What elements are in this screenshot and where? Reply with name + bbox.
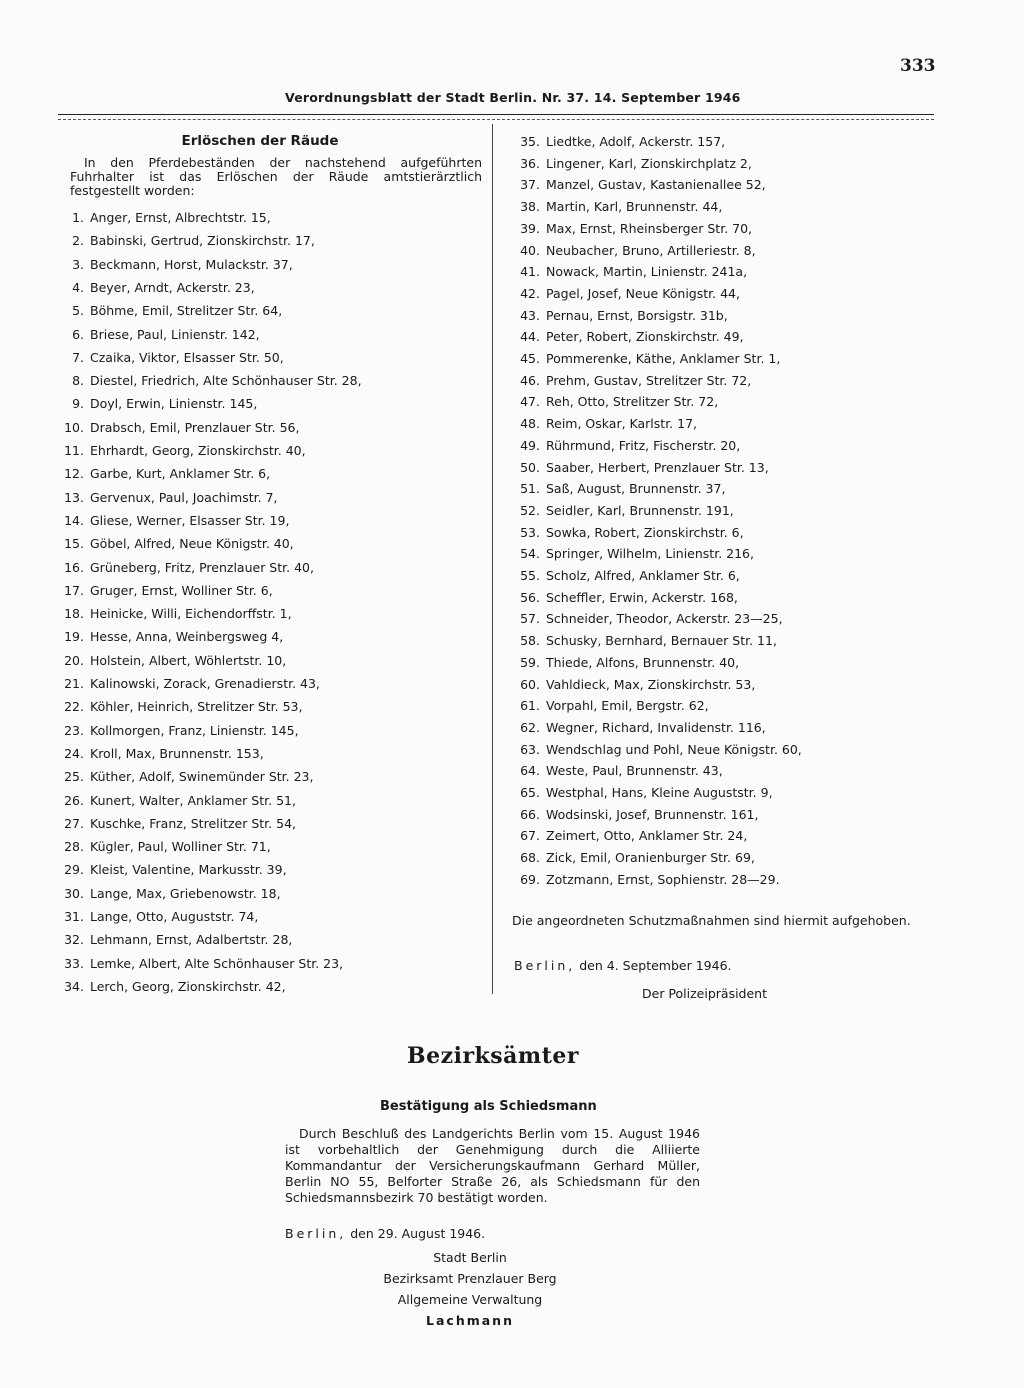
intro-paragraph: In den Pferdebeständen der nachstehend aufgeführten Fuhrhalter ist das Erlöschen der Räude amtstierärztlich festgestellt worden: [70,155,482,198]
list-item-number: 65. [520,785,540,800]
list-item-text: Springer, Wilhelm, Linienstr. 216, [546,546,754,562]
list-item-text: Sowka, Robert, Zionskirchstr. 6, [546,524,744,540]
list-item-number: 43. [520,307,540,323]
list-item-text: Kollmorgen, Franz, Linienstr. 145, [90,722,299,738]
list-item-number: 69. [520,871,540,887]
list-item-number: 30. [64,885,84,901]
list-item-number: 16. [64,559,84,575]
list-item-text: Böhme, Emil, Strelitzer Str. 64, [90,303,283,319]
bezirksaemter-body: Durch Beschluß des Landgerichts Berlin vom 15. August 1946 ist vorbehaltlich der Genehmigung durch die Alliierte Kommandantur der Versicherungskaufmann Gerhard Müller, Berlin NO 55, Belforter Straße 26, als Schiedsmann für den Schiedsmannsbezirk 70 bestätigt worden. [285,1126,700,1205]
list-item-text: Nowack, Martin, Linienstr. 241a, [546,264,748,280]
list-item-text: Scholz, Alfred, Anklamer Str. 6, [546,568,740,583]
list-item-text: Peter, Robert, Zionskirchstr. 49, [546,329,744,345]
bezirksaemter-dateline [285,1226,485,1241]
list-item-text: Saaber, Herbert, Prenzlauer Str. 13, [546,459,769,475]
list-item-text: Saß, August, Brunnenstr. 37, [546,481,726,497]
list-item-number: 5. [72,303,84,319]
list-item-text: Max, Ernst, Rheinsberger Str. 70, [546,220,753,236]
list-item-number: 55. [520,568,540,583]
list-item-number: 1. [72,210,84,225]
signature-line: Allgemeine Verwaltung [397,1292,543,1307]
list-item-text: Prehm, Gustav, Strelitzer Str. 72, [546,372,752,388]
list-item-text: Doyl, Erwin, Linienstr. 145, [90,396,258,412]
header-dashed-rule [58,119,934,120]
list-item-number: 33. [64,955,84,971]
list-item-number: 6. [72,326,84,342]
list-item-text: Küther, Adolf, Swinemünder Str. 23, [90,769,314,785]
list-item-text: Lange, Otto, Auguststr. 74, [90,909,259,924]
list-item-number: 19. [64,629,84,645]
list-item-number: 62. [520,719,540,735]
list-item-number: 24. [64,745,84,761]
running-header: Verordnungsblatt der Stadt Berlin. Nr. 37. 14. September 1946 [285,90,741,105]
list-item-number: 35. [520,134,540,149]
list-item-number: 53. [520,524,540,540]
signature-name: Lachmann [426,1313,514,1328]
list-item-text: Kalinowski, Zorack, Grenadierstr. 43, [90,676,320,691]
list-item-number: 20. [64,652,84,668]
list-item-text: Vahldieck, Max, Zionskirchstr. 53, [546,676,756,692]
list-item-number: 59. [520,654,540,670]
list-item-text: Diestel, Friedrich, Alte Schönhauser Str. 28, [90,373,362,389]
list-item-number: 14. [64,512,84,528]
list-item-number: 28. [64,839,84,855]
list-item-text: Czaika, Viktor, Elsasser Str. 50, [90,349,284,365]
list-item-number: 57. [520,611,540,627]
list-item-number: 10. [64,419,84,435]
list-item-text: Reh, Otto, Strelitzer Str. 72, [546,394,719,410]
list-item-text: Beckmann, Horst, Mulackstr. 37, [90,256,293,272]
list-item-number: 31. [64,909,84,924]
list-item-text: Wodsinski, Josef, Brunnenstr. 161, [546,806,759,822]
bezirksaemter-heading: Bezirksämter [407,1043,579,1069]
list-item-number: 21. [64,676,84,691]
list-item-number: 44. [520,329,540,345]
list-item-text: Reim, Oskar, Karlstr. 17, [546,416,698,432]
list-item-text: Lehmann, Ernst, Adalbertstr. 28, [90,932,293,948]
dateline [514,958,732,973]
list-item-text: Westphal, Hans, Kleine Auguststr. 9, [546,785,773,800]
list-item-number: 8. [72,373,84,389]
list-item-number: 63. [520,741,540,757]
list-item-text: Scheffler, Erwin, Ackerstr. 168, [546,589,738,605]
list-item-number: 39. [520,220,540,236]
list-item-number: 41. [520,264,540,280]
list-item-number: 49. [520,437,540,453]
list-item-number: 60. [520,676,540,692]
list-item-text: Vorpahl, Emil, Bergstr. 62, [546,698,709,714]
list-item-number: 26. [64,792,84,808]
list-item-text: Garbe, Kurt, Anklamer Str. 6, [90,466,271,482]
list-item-text: Göbel, Alfred, Neue Königstr. 40, [90,536,294,552]
list-item-number: 25. [64,769,84,785]
list-item-text: Pommerenke, Käthe, Anklamer Str. 1, [546,351,781,366]
list-item-number: 32. [64,932,84,948]
dateline-place: Berlin, [514,958,576,973]
list-item-number: 36. [520,155,540,171]
list-item-text: Gruger, Ernst, Wolliner Str. 6, [90,582,273,598]
list-item-text: Kunert, Walter, Anklamer Str. 51, [90,792,296,808]
list-item-text: Gervenux, Paul, Joachimstr. 7, [90,489,278,505]
list-item-text: Holstein, Albert, Wöhlertstr. 10, [90,652,287,668]
list-item-number: 7. [72,349,84,365]
list-item-text: Kleist, Valentine, Markusstr. 39, [90,862,287,878]
list-item-text: Anger, Ernst, Albrechtstr. 15, [90,210,271,225]
bezirksaemter-signature-block [360,1247,580,1331]
list-item-number: 27. [64,815,84,831]
bezirksaemter-subheading: Bestätigung als Schiedsmann [380,1099,597,1114]
list-item-text: Wendschlag und Pohl, Neue Königstr. 60, [546,741,802,757]
list-item-text: Weste, Paul, Brunnenstr. 43, [546,763,723,779]
list-item-text: Zeimert, Otto, Anklamer Str. 24, [546,828,748,844]
list-item-number: 17. [64,582,84,598]
list-item-number: 46. [520,372,540,388]
bezirksaemter-dateline-date: den 29. August 1946. [350,1226,486,1241]
list-item-number: 56. [520,589,540,605]
signature-line: Bezirksamt Prenzlauer Berg [383,1271,557,1286]
list-item-text: Manzel, Gustav, Kastanienallee 52, [546,177,766,193]
list-item-number: 37. [520,177,540,193]
list-item-number: 47. [520,394,540,410]
list-item-number: 9. [72,396,84,412]
list-item-number: 54. [520,546,540,562]
list-item-number: 23. [64,722,84,738]
column-divider [492,124,493,994]
list-item-text: Kuschke, Franz, Strelitzer Str. 54, [90,815,296,831]
list-item-number: 48. [520,416,540,432]
list-item-text: Wegner, Richard, Invalidenstr. 116, [546,719,766,735]
list-item-text: Martin, Karl, Brunnenstr. 44, [546,199,723,215]
list-item-text: Thiede, Alfons, Brunnenstr. 40, [546,654,740,670]
list-item-number: 2. [72,233,84,249]
list-item-number: 34. [64,978,84,994]
list-item-text: Briese, Paul, Linienstr. 142, [90,326,260,342]
list-item-text: Neubacher, Bruno, Artilleriestr. 8, [546,242,756,258]
list-item-text: Pernau, Ernst, Borsigstr. 31b, [546,307,728,323]
list-item-text: Lingener, Karl, Zionskirchplatz 2, [546,155,752,171]
list-item-number: 64. [520,763,540,779]
list-item-text: Babinski, Gertrud, Zionskirchstr. 17, [90,233,315,249]
dateline-date: den 4. September 1946. [579,958,732,973]
list-item-text: Heinicke, Willi, Eichendorffstr. 1, [90,606,292,622]
list-item-text: Lemke, Albert, Alte Schönhauser Str. 23, [90,955,344,971]
list-item-number: 18. [64,606,84,622]
list-item-text: Drabsch, Emil, Prenzlauer Str. 56, [90,419,300,435]
list-item-text: Rührmund, Fritz, Fischerstr. 20, [546,437,741,453]
list-item-text: Kroll, Max, Brunnenstr. 153, [90,745,264,761]
list-item-text: Seidler, Karl, Brunnenstr. 191, [546,502,734,518]
list-item-number: 61. [520,698,540,714]
list-item-number: 58. [520,633,540,649]
list-item-number: 51. [520,481,540,497]
list-item-number: 66. [520,806,540,822]
page-number: 333 [900,56,936,76]
header-rule [58,114,934,115]
closing-paragraph: Die angeordneten Schutzmaßnahmen sind hiermit aufgehoben. [512,913,911,928]
list-item-number: 4. [72,279,84,295]
list-item-number: 13. [64,489,84,505]
list-item-number: 15. [64,536,84,552]
list-item-text: Hesse, Anna, Weinbergsweg 4, [90,629,284,645]
list-item-number: 3. [72,256,84,272]
section-title: Erlöschen der Räude [181,133,339,149]
list-item-text: Pagel, Josef, Neue Königstr. 44, [546,285,740,301]
list-item-text: Schusky, Bernhard, Bernauer Str. 11, [546,633,777,649]
list-item-text: Grüneberg, Fritz, Prenzlauer Str. 40, [90,559,314,575]
list-item-number: 22. [64,699,84,715]
list-item-number: 29. [64,862,84,878]
list-item-number: 52. [520,502,540,518]
list-item-text: Lerch, Georg, Zionskirchstr. 42, [90,978,286,994]
list-item-text: Beyer, Arndt, Ackerstr. 23, [90,279,255,295]
list-item-text: Zotzmann, Ernst, Sophienstr. 28—29. [546,871,780,887]
list-item-number: 45. [520,351,540,366]
signature-line: Stadt Berlin [433,1250,507,1265]
list-item-number: 40. [520,242,540,258]
list-item-text: Liedtke, Adolf, Ackerstr. 157, [546,134,726,149]
list-item-number: 42. [520,285,540,301]
list-item-text: Lange, Max, Griebenowstr. 18, [90,885,281,901]
list-item-text: Gliese, Werner, Elsasser Str. 19, [90,512,290,528]
list-item-text: Köhler, Heinrich, Strelitzer Str. 53, [90,699,303,715]
list-item-number: 50. [520,459,540,475]
list-item-number: 67. [520,828,540,844]
signature: Der Polizeipräsident [642,986,768,1001]
list-item-text: Kügler, Paul, Wolliner Str. 71, [90,839,271,855]
list-item-number: 11. [64,443,84,458]
bezirksaemter-dateline-place: Berlin, [285,1226,347,1241]
list-item-text: Zick, Emil, Oranienburger Str. 69, [546,850,755,866]
list-item-text: Ehrhardt, Georg, Zionskirchstr. 40, [90,443,306,458]
list-item-number: 38. [520,199,540,215]
list-item-number: 12. [64,466,84,482]
list-item-text: Schneider, Theodor, Ackerstr. 23—25, [546,611,783,627]
list-item-number: 68. [520,850,540,866]
